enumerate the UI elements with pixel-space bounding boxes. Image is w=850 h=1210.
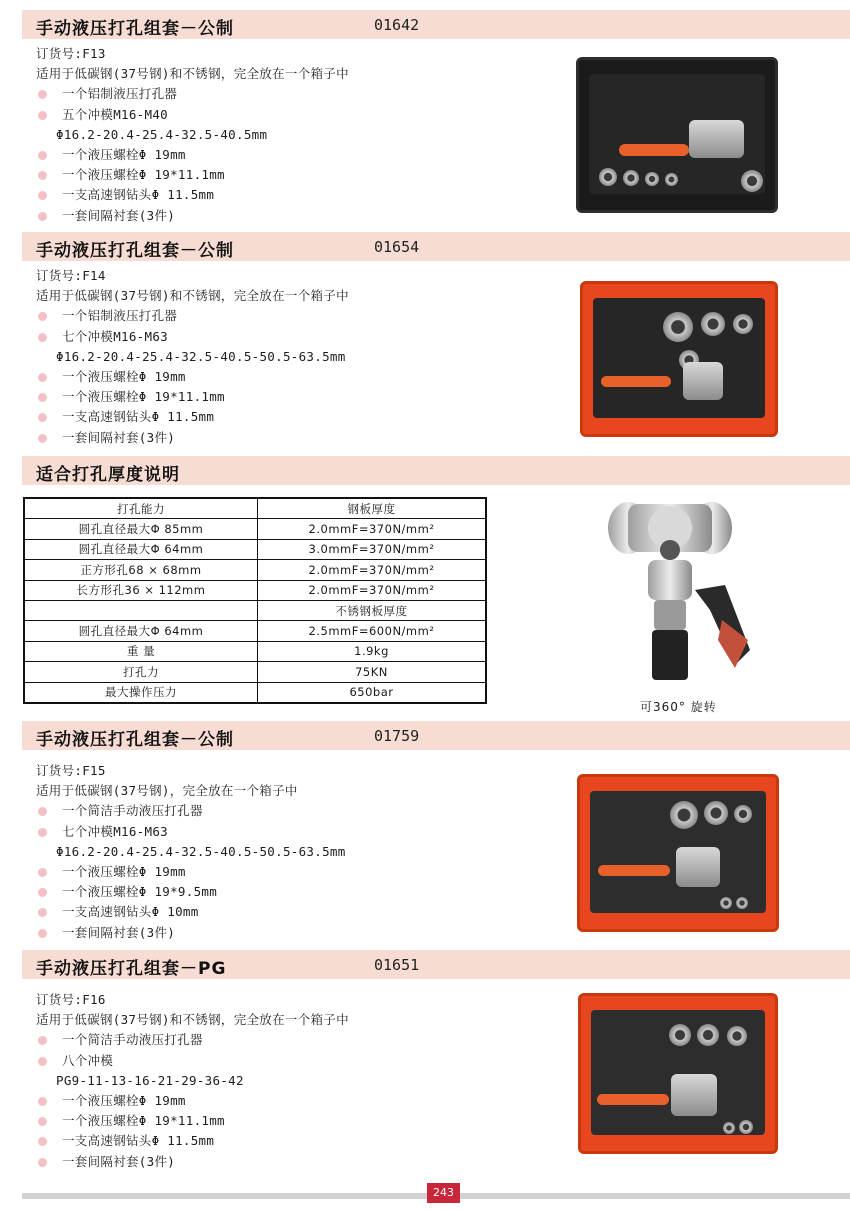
pump-handle — [601, 376, 671, 387]
die — [701, 312, 725, 336]
table-row — [24, 662, 486, 682]
product-photo-f15 — [577, 774, 779, 932]
die — [734, 805, 752, 823]
product-photo-f13 — [576, 57, 778, 213]
list-item-detail: Φ16.2-20.4-25.4-32.5-40.5-50.5-63.5mm — [56, 843, 346, 859]
die — [736, 897, 748, 909]
table-row — [24, 600, 486, 620]
order-number: 订货号:F14 — [36, 268, 106, 283]
page-number: 243 — [427, 1183, 460, 1203]
list-item: 一支高速钢钻头Φ 10mm — [36, 902, 346, 922]
list-item: 一个液压螺栓Φ 19*11.1mm — [36, 1111, 349, 1131]
table-row — [24, 580, 486, 600]
product-code: 01642 — [374, 16, 420, 34]
product-code: 01654 — [374, 238, 420, 256]
table-cell: 75KN — [258, 662, 487, 682]
thickness-spec-table — [23, 497, 487, 704]
section-header-01651 — [22, 950, 850, 979]
list-item: 七个冲模M16-M63 — [36, 327, 349, 347]
table-row — [24, 539, 486, 559]
section-header-01759 — [22, 721, 850, 750]
pump-handle — [597, 1094, 669, 1105]
list-item: 八个冲模 — [36, 1051, 349, 1071]
punch-tool — [683, 362, 723, 400]
die — [669, 1024, 691, 1046]
list-item: 一个液压螺栓Φ 19mm — [36, 1091, 349, 1111]
table-cell: 2.0mmF=370N/mm² — [258, 519, 487, 539]
punch-tool — [689, 120, 744, 158]
die — [727, 1026, 747, 1046]
die — [741, 170, 763, 192]
list-item-detail: PG9-11-13-16-21-29-36-42 — [56, 1072, 244, 1088]
die — [623, 170, 639, 186]
list-item: 一个简洁手动液压打孔器 — [36, 801, 346, 821]
list-item: 一支高速钢钻头Φ 11.5mm — [36, 1131, 349, 1151]
list-item: 一个液压螺栓Φ 19mm — [36, 145, 349, 165]
table-row — [24, 621, 486, 641]
section-title: 手动液压打孔组套－PG — [36, 959, 227, 979]
pump-handle — [619, 144, 689, 156]
list-item: 一个铝制液压打孔器 — [36, 84, 349, 104]
die — [599, 168, 617, 186]
table-cell: 打孔能力 — [24, 498, 258, 519]
list-item: 一个液压螺栓Φ 19*9.5mm — [36, 882, 346, 902]
list-item: 一套间隔衬套(3件) — [36, 428, 349, 448]
product-description-f14 — [36, 266, 349, 448]
die — [663, 312, 693, 342]
list-item: 一个简洁手动液压打孔器 — [36, 1030, 349, 1050]
table-cell: 不锈钢板厚度 — [258, 600, 487, 620]
die — [704, 801, 728, 825]
application-note: 适用于低碳钢(37号钢)和不锈钢，完全放在一个箱子中 — [36, 1012, 349, 1028]
order-number: 订货号:F13 — [36, 46, 106, 61]
table-cell: 圆孔直径最大Φ 85mm — [24, 519, 258, 539]
list-item: 一个铝制液压打孔器 — [36, 306, 349, 326]
list-item: 七个冲模M16-M63 — [36, 822, 346, 842]
table-cell — [24, 600, 258, 620]
list-item: 一套间隔衬套(3件) — [36, 206, 349, 226]
table-row — [24, 641, 486, 661]
table-cell: 3.0mmF=370N/mm² — [258, 539, 487, 559]
rotate-caption: 可360° 旋转 — [640, 700, 717, 714]
punch-tool — [671, 1074, 717, 1116]
section-title: 手动液压打孔组套－公制 — [36, 730, 234, 750]
die — [739, 1120, 753, 1134]
product-code: 01759 — [374, 727, 420, 745]
product-description-f15 — [36, 761, 346, 943]
table-row — [24, 519, 486, 539]
die — [720, 897, 732, 909]
list-item: 五个冲模M16-M40 — [36, 105, 349, 125]
order-number: 订货号:F16 — [36, 992, 106, 1007]
list-item: 一支高速钢钻头Φ 11.5mm — [36, 407, 349, 427]
die — [665, 173, 678, 186]
product-photo-f14 — [580, 281, 778, 437]
table-row — [24, 560, 486, 580]
section-header-thickness — [22, 456, 850, 485]
section-title: 适合打孔厚度说明 — [36, 465, 180, 485]
order-number: 订货号:F15 — [36, 763, 106, 778]
table-cell: 2.0mmF=370N/mm² — [258, 560, 487, 580]
table-cell: 圆孔直径最大Φ 64mm — [24, 621, 258, 641]
list-item: 一个液压螺栓Φ 19*11.1mm — [36, 387, 349, 407]
table-cell: 最大操作压力 — [24, 682, 258, 703]
table-cell: 钢板厚度 — [258, 498, 487, 519]
punch-tool — [676, 847, 720, 887]
section-header-01642 — [22, 10, 850, 39]
product-code: 01651 — [374, 956, 420, 974]
die — [733, 314, 753, 334]
table-row — [24, 682, 486, 703]
application-note: 适用于低碳钢(37号钢)和不锈钢，完全放在一个箱子中 — [36, 66, 349, 82]
section-title: 手动液压打孔组套－公制 — [36, 19, 234, 39]
die — [645, 172, 659, 186]
section-title: 手动液压打孔组套－公制 — [36, 241, 234, 261]
die — [723, 1122, 735, 1134]
punch-head-photo — [600, 490, 760, 690]
list-item: 一个液压螺栓Φ 19mm — [36, 862, 346, 882]
list-item-detail: Φ16.2-20.4-25.4-32.5-40.5mm — [56, 126, 268, 142]
table-cell: 打孔力 — [24, 662, 258, 682]
table-cell: 1.9kg — [258, 641, 487, 661]
die — [670, 801, 698, 829]
list-item: 一支高速钢钻头Φ 11.5mm — [36, 185, 349, 205]
table-cell: 长方形孔36 × 112mm — [24, 580, 258, 600]
list-item: 一个液压螺栓Φ 19mm — [36, 367, 349, 387]
application-note: 适用于低碳钢(37号钢)，完全放在一个箱子中 — [36, 783, 298, 799]
product-description-f16 — [36, 990, 349, 1172]
table-cell: 圆孔直径最大Φ 64mm — [24, 539, 258, 559]
table-cell: 正方形孔68 × 68mm — [24, 560, 258, 580]
product-photo-f16 — [578, 993, 778, 1154]
table-cell: 2.5mmF=600N/mm² — [258, 621, 487, 641]
list-item-detail: Φ16.2-20.4-25.4-32.5-40.5-50.5-63.5mm — [56, 348, 346, 364]
table-cell: 650bar — [258, 682, 487, 703]
die — [697, 1024, 719, 1046]
table-cell: 重 量 — [24, 641, 258, 661]
section-header-01654 — [22, 232, 850, 261]
pump-handle — [598, 865, 670, 876]
application-note: 适用于低碳钢(37号钢)和不锈钢，完全放在一个箱子中 — [36, 288, 349, 304]
table-cell: 2.0mmF=370N/mm² — [258, 580, 487, 600]
list-item: 一套间隔衬套(3件) — [36, 1152, 349, 1172]
product-description-f13 — [36, 44, 349, 226]
list-item: 一个液压螺栓Φ 19*11.1mm — [36, 165, 349, 185]
list-item: 一套间隔衬套(3件) — [36, 923, 346, 943]
table-row — [24, 498, 486, 519]
